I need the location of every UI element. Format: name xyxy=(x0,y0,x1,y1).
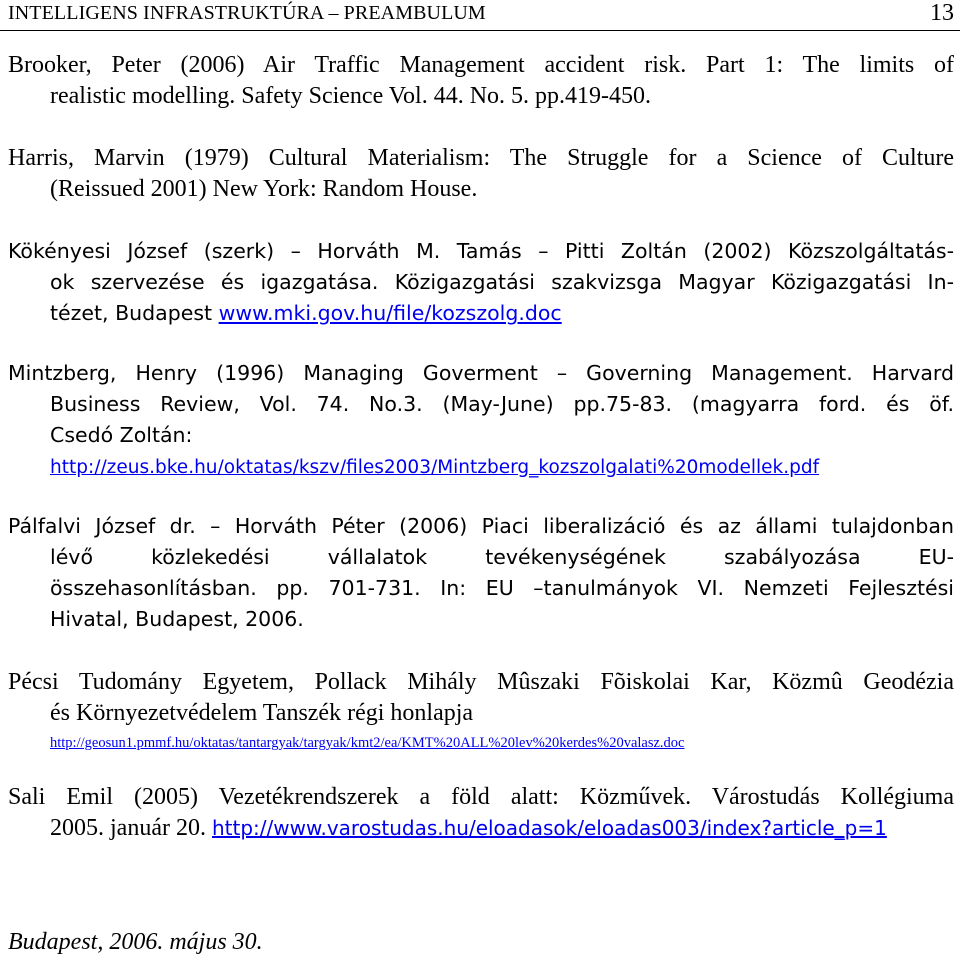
reference-line: Brooker, Peter (2006) Air Traffic Management accident risk. Part 1: The limits of xyxy=(8,52,954,78)
footer-date: Budapest, 2006. május 30. xyxy=(8,929,263,955)
reference-line: Mintzberg, Henry (1996) Managing Goverment – Governing Management. Harvard xyxy=(8,361,954,385)
reference-line: Pálfalvi József dr. – Horváth Péter (2006) Piaci liberalizáció és az állami tulajdonban xyxy=(8,514,954,538)
reference-text: tézet, Budapest xyxy=(50,301,213,325)
reference-sali xyxy=(8,782,954,844)
reference-link[interactable]: http://geosun1.pmmf.hu/oktatas/tantargyak/targyak/kmt2/ea/KMT%20ALL%20lev%20kerdes%20valasz.doc xyxy=(50,735,685,751)
reference-link[interactable]: http://zeus.bke.hu/oktatas/kszv/files2003/Mintzberg_kozszolgalati%20modellek.pdf xyxy=(50,457,820,478)
reference-line xyxy=(8,729,954,754)
reference-line: és Környezetvédelem Tanszék régi honlapja xyxy=(50,700,474,726)
reference-line: Pécsi Tudomány Egyetem, Pollack Mihály Mûszaki Fõiskolai Kar, Közmû Geodézia xyxy=(8,669,954,695)
reference-line: realistic modelling. Safety Science Vol. 44. No. 5. pp.419-450. xyxy=(50,83,652,109)
reference-line: ok szervezése és igazgatása. Közigazgatási szakvizsga Magyar Közigazgatási In- xyxy=(50,270,954,294)
reference-line: lévő közlekedési vállalatok tevékenységének szabályozása EU- xyxy=(50,545,954,569)
reference-line: Sali Emil (2005) Vezetékrendszerek a föld alatt: Közművek. Várostudás Kollégiuma xyxy=(8,784,954,810)
reference-harris xyxy=(8,143,954,205)
reference-kokenyesi xyxy=(8,236,954,329)
reference-line: (Reissued 2001) New York: Random House. xyxy=(50,176,478,202)
reference-line xyxy=(8,813,954,844)
reference-line: Csedó Zoltán: xyxy=(50,423,193,447)
reference-brooker xyxy=(8,50,954,112)
reference-line: Harris, Marvin (1979) Cultural Materialism: The Struggle for a Science of Culture xyxy=(8,145,954,171)
page-header xyxy=(0,0,960,31)
page-number: 13 xyxy=(930,0,954,26)
reference-line: Kökényesi József (szerk) – Horváth M. Tamás – Pitti Zoltán (2002) Közszolgáltatás- xyxy=(8,239,954,263)
reference-line: összehasonlításban. pp. 701-731. In: EU –tanulmányok VI. Nemzeti Fejlesztési xyxy=(50,576,954,600)
reference-pecsi xyxy=(8,667,954,754)
reference-line: Hivatal, Budapest, 2006. xyxy=(50,607,304,631)
reference-mintzberg xyxy=(8,358,954,483)
reference-line xyxy=(8,451,954,483)
reference-text: 2005. január 20. xyxy=(50,815,206,841)
reference-palfalvi xyxy=(8,511,954,635)
reference-link[interactable]: www.mki.gov.hu/file/kozszolg.doc xyxy=(218,301,562,325)
header-title: INTELLIGENS INFRASTRUKTÚRA – PREAMBULUM xyxy=(8,2,486,24)
reference-line xyxy=(8,298,954,329)
reference-link[interactable]: http://www.varostudas.hu/eloadasok/eloadas003/index?article_p=1 xyxy=(211,816,887,840)
reference-line: Business Review, Vol. 74. No.3. (May-June) pp.75-83. (magyarra ford. és öf. xyxy=(50,392,954,416)
